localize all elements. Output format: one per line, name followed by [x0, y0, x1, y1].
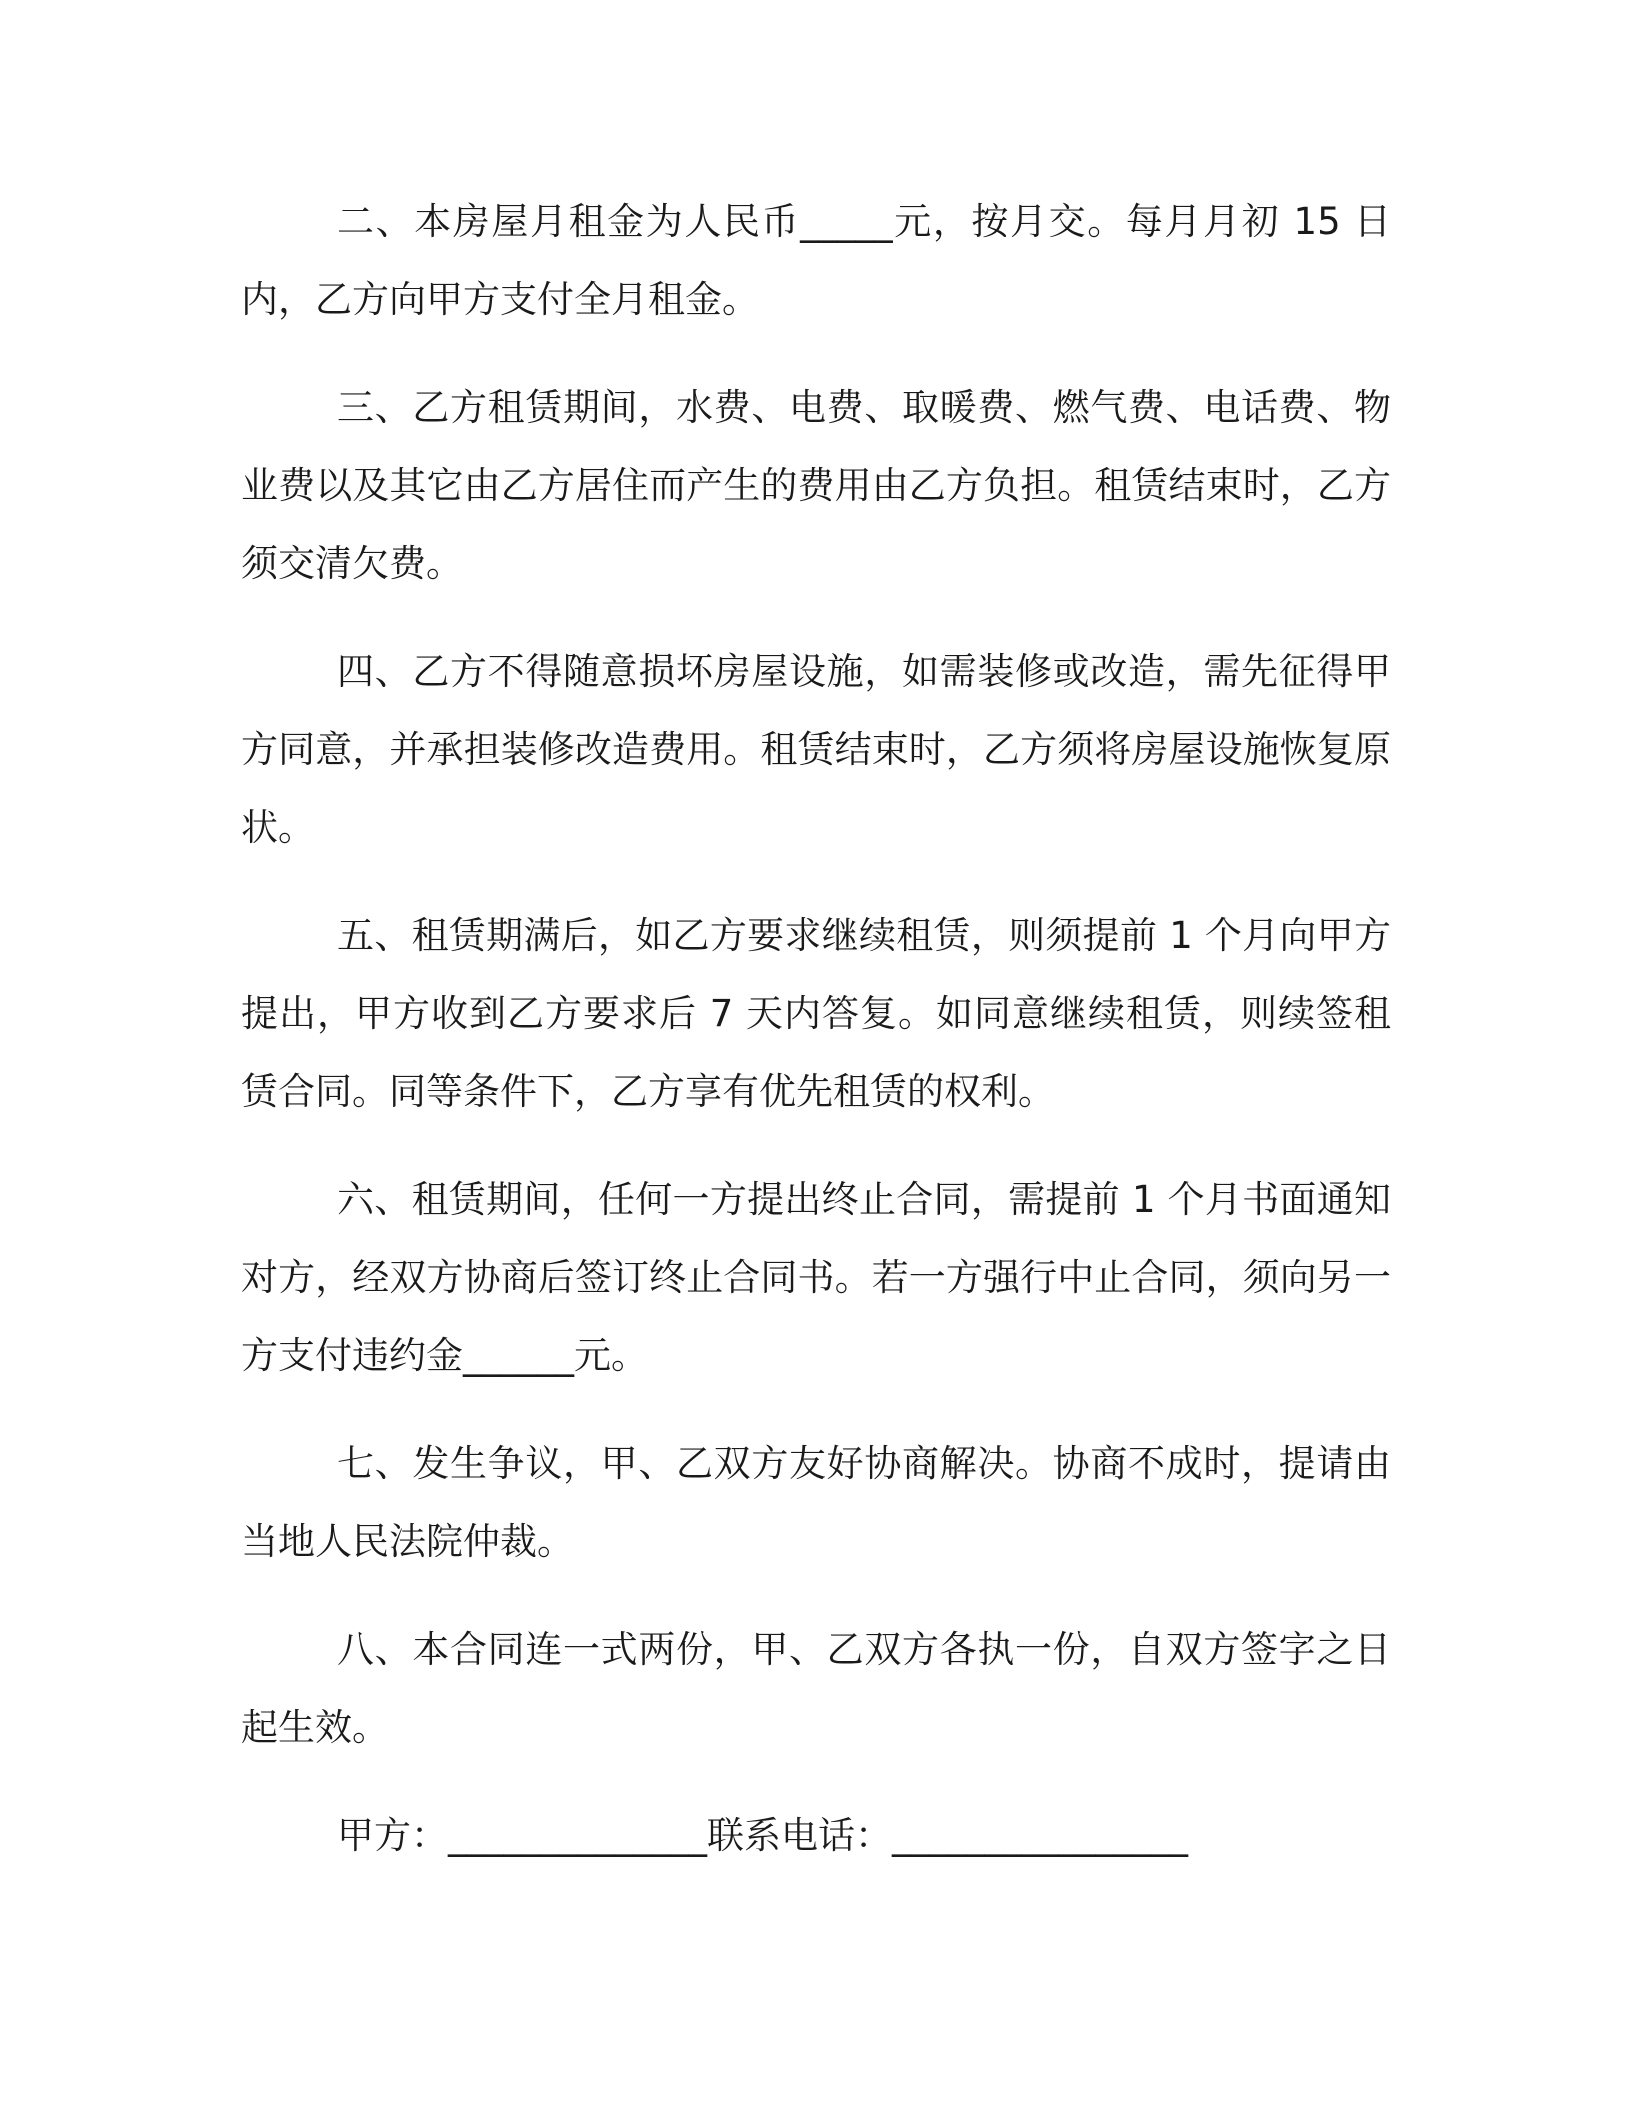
contract-body: [241, 183, 1391, 1912]
party-a-signature-line: 甲方：______________联系电话：________________: [337, 1814, 1188, 1857]
clause-2: 二、本房屋月租金为人民币_____元，按月交。每月月初 15 日内，乙方向甲方支付全月租金。: [241, 200, 1391, 321]
clause-5: 五、租赁期满后，如乙方要求继续租赁，则须提前 1 个月向甲方提出，甲方收到乙方要求后 7 天内答复。如同意继续租赁，则续签租赁合同。同等条件下，乙方享有优先租赁的权利。: [241, 914, 1391, 1113]
clause-4: 四、乙方不得随意损坏房屋设施，如需装修或改造，需先征得甲方同意，并承担装修改造费用。租赁结束时，乙方须将房屋设施恢复原状。: [241, 650, 1391, 849]
clause-7: 七、发生争议，甲、乙双方友好协商解决。协商不成时，提请由当地人民法院仲裁。: [241, 1442, 1391, 1563]
clause-8: 八、本合同连一式两份，甲、乙双方各执一份，自双方签字之日起生效。: [241, 1628, 1391, 1749]
clause-6: 六、租赁期间，任何一方提出终止合同，需提前 1 个月书面通知对方，经双方协商后签订终止合同书。若一方强行中止合同，须向另一方支付违约金______元。: [241, 1178, 1391, 1377]
clause-3: 三、乙方租赁期间，水费、电费、取暖费、燃气费、电话费、物业费以及其它由乙方居住而产生的费用由乙方负担。租赁结束时，乙方须交清欠费。: [241, 386, 1391, 585]
